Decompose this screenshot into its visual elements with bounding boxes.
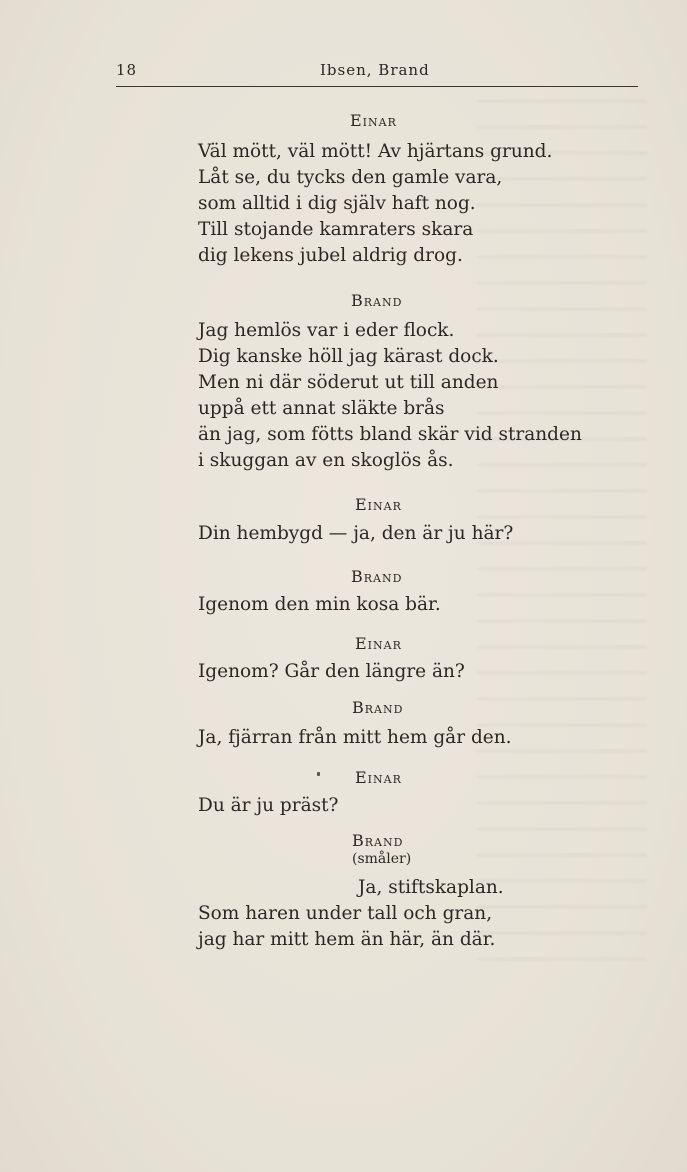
verse-line: Som haren under tall och gran, — [198, 903, 493, 924]
verse-line: uppå ett annat släkte brås — [198, 398, 445, 419]
verse-line: Din hembygd — ja, den är ju här? — [198, 523, 514, 544]
speaker-name: Brand — [352, 698, 404, 717]
verse-line: Ja, fjärran från mitt hem går den. — [198, 727, 512, 748]
page-number: 18 — [116, 61, 138, 79]
header-rule — [116, 86, 638, 87]
verse-line: Låt se, du tycks den gamle vara, — [198, 167, 503, 188]
verse-line: Igenom den min kosa bär. — [198, 594, 441, 615]
verse-line: Ja, stiftskaplan. — [358, 877, 504, 898]
page-header — [116, 61, 638, 83]
speaker-name: Einar — [355, 634, 402, 653]
speaker-name: Brand — [351, 291, 403, 310]
verse-line: dig lekens jubel aldrig drog. — [198, 245, 463, 266]
verse-line: i skuggan av en skoglös ås. — [198, 450, 454, 471]
stage-direction: (småler) — [352, 851, 412, 867]
verse-line: Till stojande kamraters skara — [198, 219, 474, 240]
running-head: Ibsen, Brand — [320, 61, 430, 79]
ink-speck — [317, 772, 320, 776]
verse-line: jag har mitt hem än här, än där. — [198, 929, 496, 950]
verse-line: Dig kanske höll jag kärast dock. — [198, 346, 499, 367]
verse-line: Igenom? Går den längre än? — [198, 661, 465, 682]
speaker-name: Einar — [350, 111, 397, 130]
verse-line: än jag, som fötts bland skär vid stranden — [198, 424, 582, 445]
verse-line: Jag hemlös var i eder flock. — [198, 320, 455, 341]
verse-line: Väl mött, väl mött! Av hjärtans grund. — [198, 141, 553, 162]
verse-line: Men ni där söderut ut till anden — [198, 372, 499, 393]
verse-line: Du är ju präst? — [198, 795, 339, 816]
verse-line: som alltid i dig själv haft nog. — [198, 193, 476, 214]
speaker-name: Einar — [355, 495, 402, 514]
speaker-name: Brand — [352, 831, 404, 850]
speaker-name: Brand — [351, 567, 403, 586]
speaker-name: Einar — [355, 768, 402, 787]
